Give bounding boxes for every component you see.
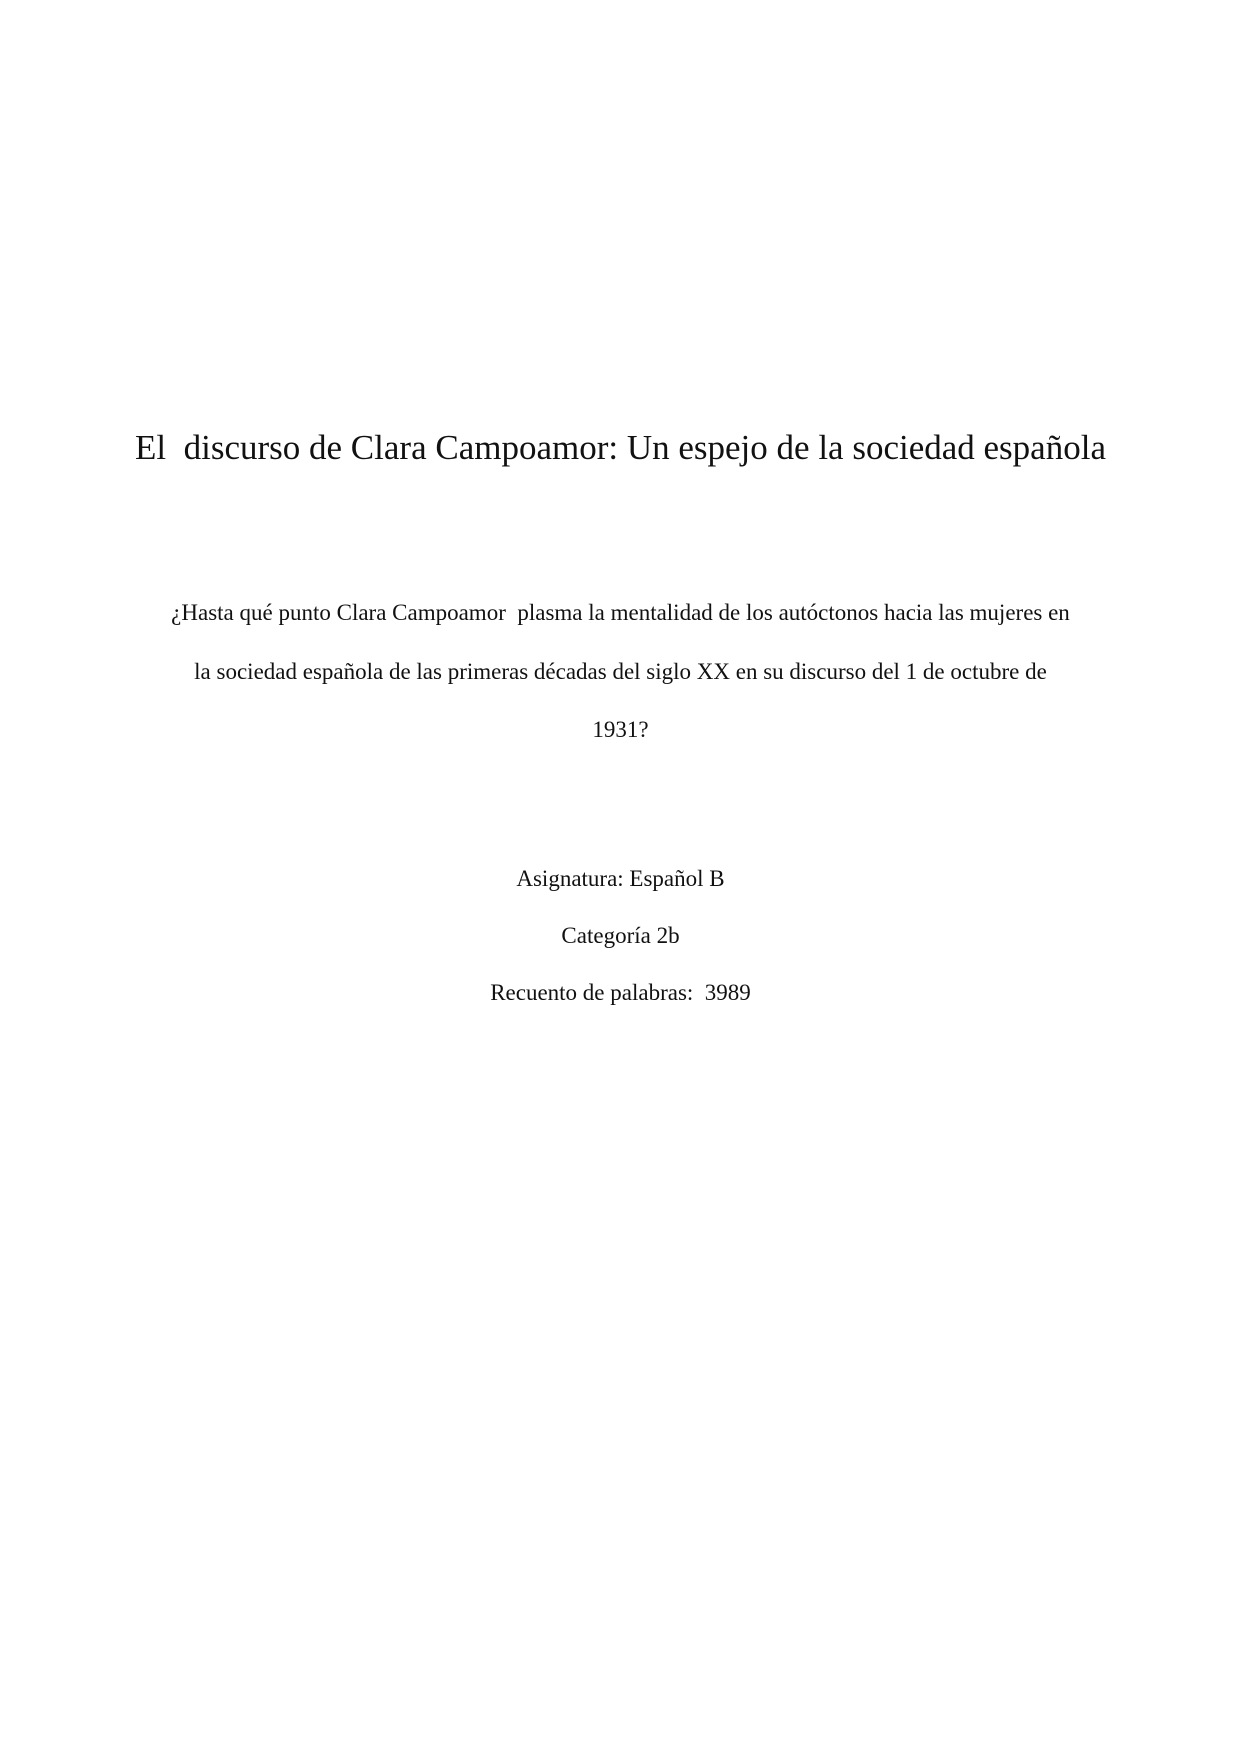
word-count-label: Recuento de palabras: 3989 <box>490 980 751 1005</box>
document-title: El discurso de Clara Campoamor: Un espejo de la sociedad española <box>135 428 1106 467</box>
research-question-line-2: la sociedad española de las primeras décadas del siglo XX en su discurso del 1 de octubre de <box>194 659 1047 684</box>
category-label: Categoría 2b <box>561 923 680 948</box>
research-question-line-3: 1931? <box>592 717 649 742</box>
research-question-line-1: ¿Hasta qué punto Clara Campoamor plasma la mentalidad de los autóctonos hacia las mujeres en <box>171 600 1070 625</box>
subject-label: Asignatura: Español B <box>516 866 725 891</box>
